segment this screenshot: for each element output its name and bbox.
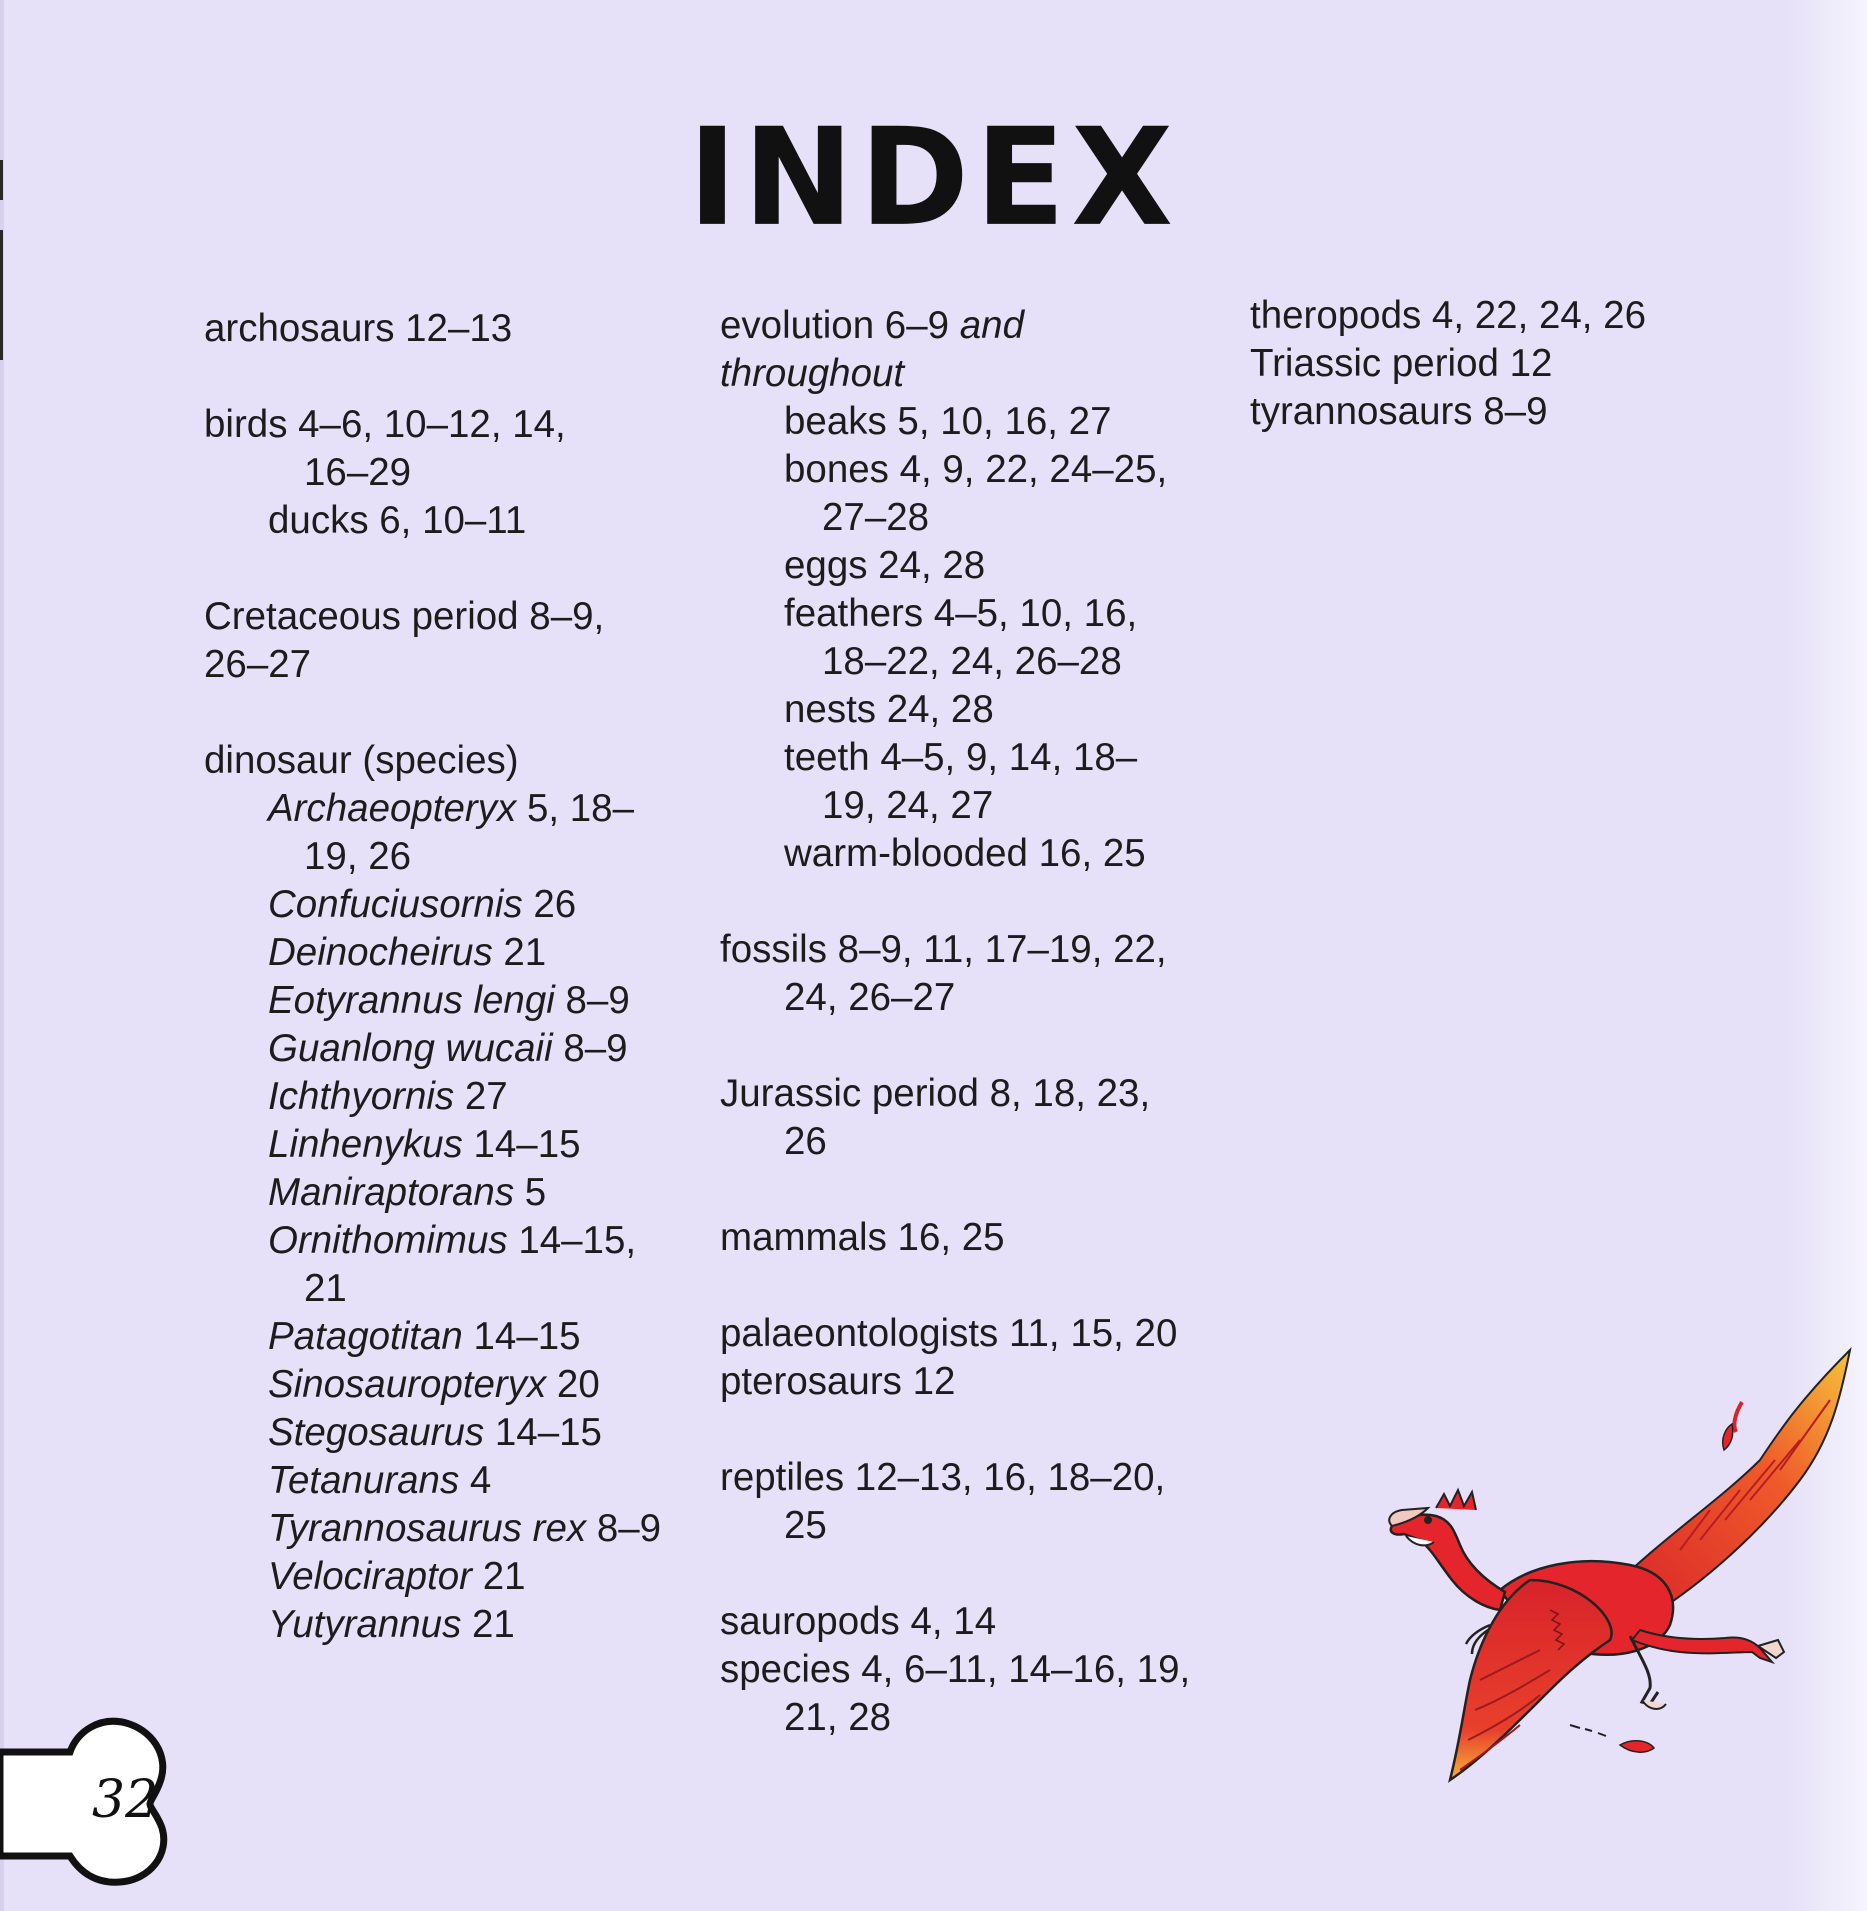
index-column-3	[1250, 292, 1646, 436]
entry-continuation: 27–28	[822, 496, 930, 539]
entry-italic: and	[959, 304, 1024, 347]
index-subentry	[204, 929, 661, 977]
entry-continuation: 26	[784, 1120, 827, 1163]
index-entry	[204, 593, 661, 689]
entry-continuation: 16–29	[304, 451, 412, 494]
wing-icon	[1450, 1580, 1612, 1780]
page-refs: 21	[492, 931, 547, 974]
entry-text: ducks 6, 10–11	[268, 499, 527, 542]
index-subentry	[204, 785, 661, 881]
species-name: Eotyrannus lengi	[268, 979, 555, 1022]
index-entry	[1250, 292, 1646, 340]
index-subentry	[204, 1025, 661, 1073]
entry-text: fossils 8–9, 11, 17–19, 22,	[720, 928, 1167, 971]
index-entry	[1250, 388, 1646, 436]
species-name: Ichthyornis	[268, 1075, 455, 1118]
entry-text: species 4, 6–11, 14–16, 19,	[720, 1648, 1191, 1691]
page-refs: 20	[546, 1363, 600, 1406]
index-subentry	[720, 398, 1190, 446]
page-refs: 8–9	[554, 979, 630, 1022]
species-name: Sinosauropteryx	[268, 1363, 547, 1406]
page-refs: 14–15	[462, 1123, 581, 1166]
species-name: Ornithomimus	[268, 1219, 508, 1262]
page-refs: 14–15	[484, 1411, 602, 1454]
falling-feather-icon	[1723, 1424, 1733, 1450]
index-subentry	[720, 446, 1190, 542]
spine-mark	[0, 230, 3, 360]
index-subentry	[204, 1553, 661, 1601]
head-icon	[1391, 1515, 1505, 1610]
species-name: Stegosaurus	[268, 1411, 485, 1454]
index-entry	[204, 305, 661, 353]
species-name: Confuciusornis	[268, 883, 523, 926]
entry-text: reptiles 12–13, 16, 18–20,	[720, 1456, 1166, 1499]
entry-text: birds 4–6, 10–12, 14,	[204, 403, 566, 446]
species-name: Archaeopteryx	[268, 787, 517, 830]
page-refs: 21	[461, 1603, 515, 1646]
entry-continuation: 19, 24, 27	[822, 784, 994, 827]
entry-text: nests 24, 28	[784, 688, 994, 731]
index-subentry	[204, 1457, 661, 1505]
entry-continuation: 19, 26	[304, 835, 412, 878]
entry-text: teeth 4–5, 9, 14, 18–	[784, 736, 1138, 779]
entry-italic: throughout	[720, 352, 905, 395]
species-name: Guanlong wucaii	[268, 1027, 553, 1070]
entry-text: Triassic period 12	[1250, 342, 1553, 385]
entry-text: archosaurs 12–13	[204, 307, 513, 350]
index-entry	[720, 926, 1190, 1022]
page-refs: 14–15	[462, 1315, 581, 1358]
species-name: Linhenykus	[268, 1123, 463, 1166]
index-entry	[720, 302, 1190, 398]
entry-continuation: 21	[304, 1267, 347, 1310]
entry-continuation: 18–22, 24, 26–28	[822, 640, 1122, 683]
leg-icon	[1632, 1630, 1772, 1662]
index-subentry	[720, 830, 1190, 878]
entry-text: eggs 24, 28	[784, 544, 986, 587]
species-name: Patagotitan	[268, 1315, 463, 1358]
index-subentry	[204, 1409, 661, 1457]
index-entry	[720, 1214, 1190, 1262]
entry-text: warm-blooded 16, 25	[784, 832, 1146, 875]
index-entry	[720, 1310, 1190, 1358]
index-subentry	[720, 542, 1190, 590]
page-refs: 5, 18–	[516, 787, 634, 830]
entry-text: pterosaurs 12	[720, 1360, 956, 1403]
index-subentry	[204, 1361, 661, 1409]
page-refs: 14–15,	[507, 1219, 637, 1262]
index-entry	[204, 401, 661, 497]
index-subentry	[204, 1073, 661, 1121]
page-refs: 4	[459, 1459, 492, 1502]
species-name: Tyrannosaurus rex	[268, 1507, 587, 1550]
species-name: Yutyrannus	[268, 1603, 462, 1646]
entry-text: tyrannosaurs 8–9	[1250, 390, 1548, 433]
index-subentry	[720, 590, 1190, 686]
entry-text: evolution 6–9	[720, 304, 960, 347]
page-title: INDEX	[687, 99, 1180, 257]
entry-text: mammals 16, 25	[720, 1216, 1005, 1259]
entry-continuation: 24, 26–27	[784, 976, 956, 1019]
entry-text: dinosaur (species)	[204, 739, 519, 782]
page-refs: 5	[514, 1171, 547, 1214]
index-entry	[720, 1454, 1190, 1550]
index-subentry	[204, 1217, 661, 1313]
index-entry	[720, 1646, 1190, 1742]
index-entry	[204, 737, 661, 785]
species-name: Maniraptorans	[268, 1171, 515, 1214]
species-name: Deinocheirus	[268, 931, 493, 974]
index-entry	[720, 1358, 1190, 1406]
species-name: Tetanurans	[268, 1459, 460, 1502]
entry-text: Jurassic period 8, 18, 23,	[720, 1072, 1151, 1115]
entry-text: theropods 4, 22, 24, 26	[1250, 294, 1646, 337]
entry-text: Cretaceous period 8–9,	[204, 595, 605, 638]
falling-feather-icon	[1734, 1402, 1742, 1432]
entry-text: beaks 5, 10, 16, 27	[784, 400, 1112, 443]
index-subentry	[204, 1505, 661, 1553]
page-refs: 21	[472, 1555, 526, 1598]
entry-continuation: 26–27	[204, 643, 312, 686]
entry-continuation: 21, 28	[784, 1696, 892, 1739]
entry-text: sauropods 4, 14	[720, 1600, 997, 1643]
entry-text: palaeontologists 11, 15, 20	[720, 1312, 1178, 1355]
index-column-2	[720, 302, 1190, 1742]
feathered-dinosaur-illustration	[1380, 1340, 1860, 1820]
index-entry	[1250, 340, 1646, 388]
page-number: 32	[92, 1770, 159, 1830]
index-column-1	[204, 305, 661, 1649]
index-subentry	[204, 1601, 661, 1649]
index-subentry	[204, 1121, 661, 1169]
eye-icon	[1424, 1516, 1432, 1524]
entry-text: bones 4, 9, 22, 24–25,	[784, 448, 1168, 491]
index-entry	[720, 1598, 1190, 1646]
index-subentry	[204, 1169, 661, 1217]
page-refs: 8–9	[586, 1507, 662, 1550]
entry-text: feathers 4–5, 10, 16,	[784, 592, 1138, 635]
index-subentry	[204, 881, 661, 929]
index-subentry	[204, 1313, 661, 1361]
page-refs: 26	[522, 883, 577, 926]
page-refs: 8–9	[552, 1027, 628, 1070]
index-entry	[720, 1070, 1190, 1166]
falling-feather-icon	[1620, 1741, 1654, 1752]
index-subentry	[720, 686, 1190, 734]
entry-continuation: 25	[784, 1504, 827, 1547]
index-subentry	[204, 497, 661, 545]
page-refs: 27	[454, 1075, 508, 1118]
index-subentry	[720, 734, 1190, 830]
species-name: Velociraptor	[268, 1555, 473, 1598]
index-subentry	[204, 977, 661, 1025]
